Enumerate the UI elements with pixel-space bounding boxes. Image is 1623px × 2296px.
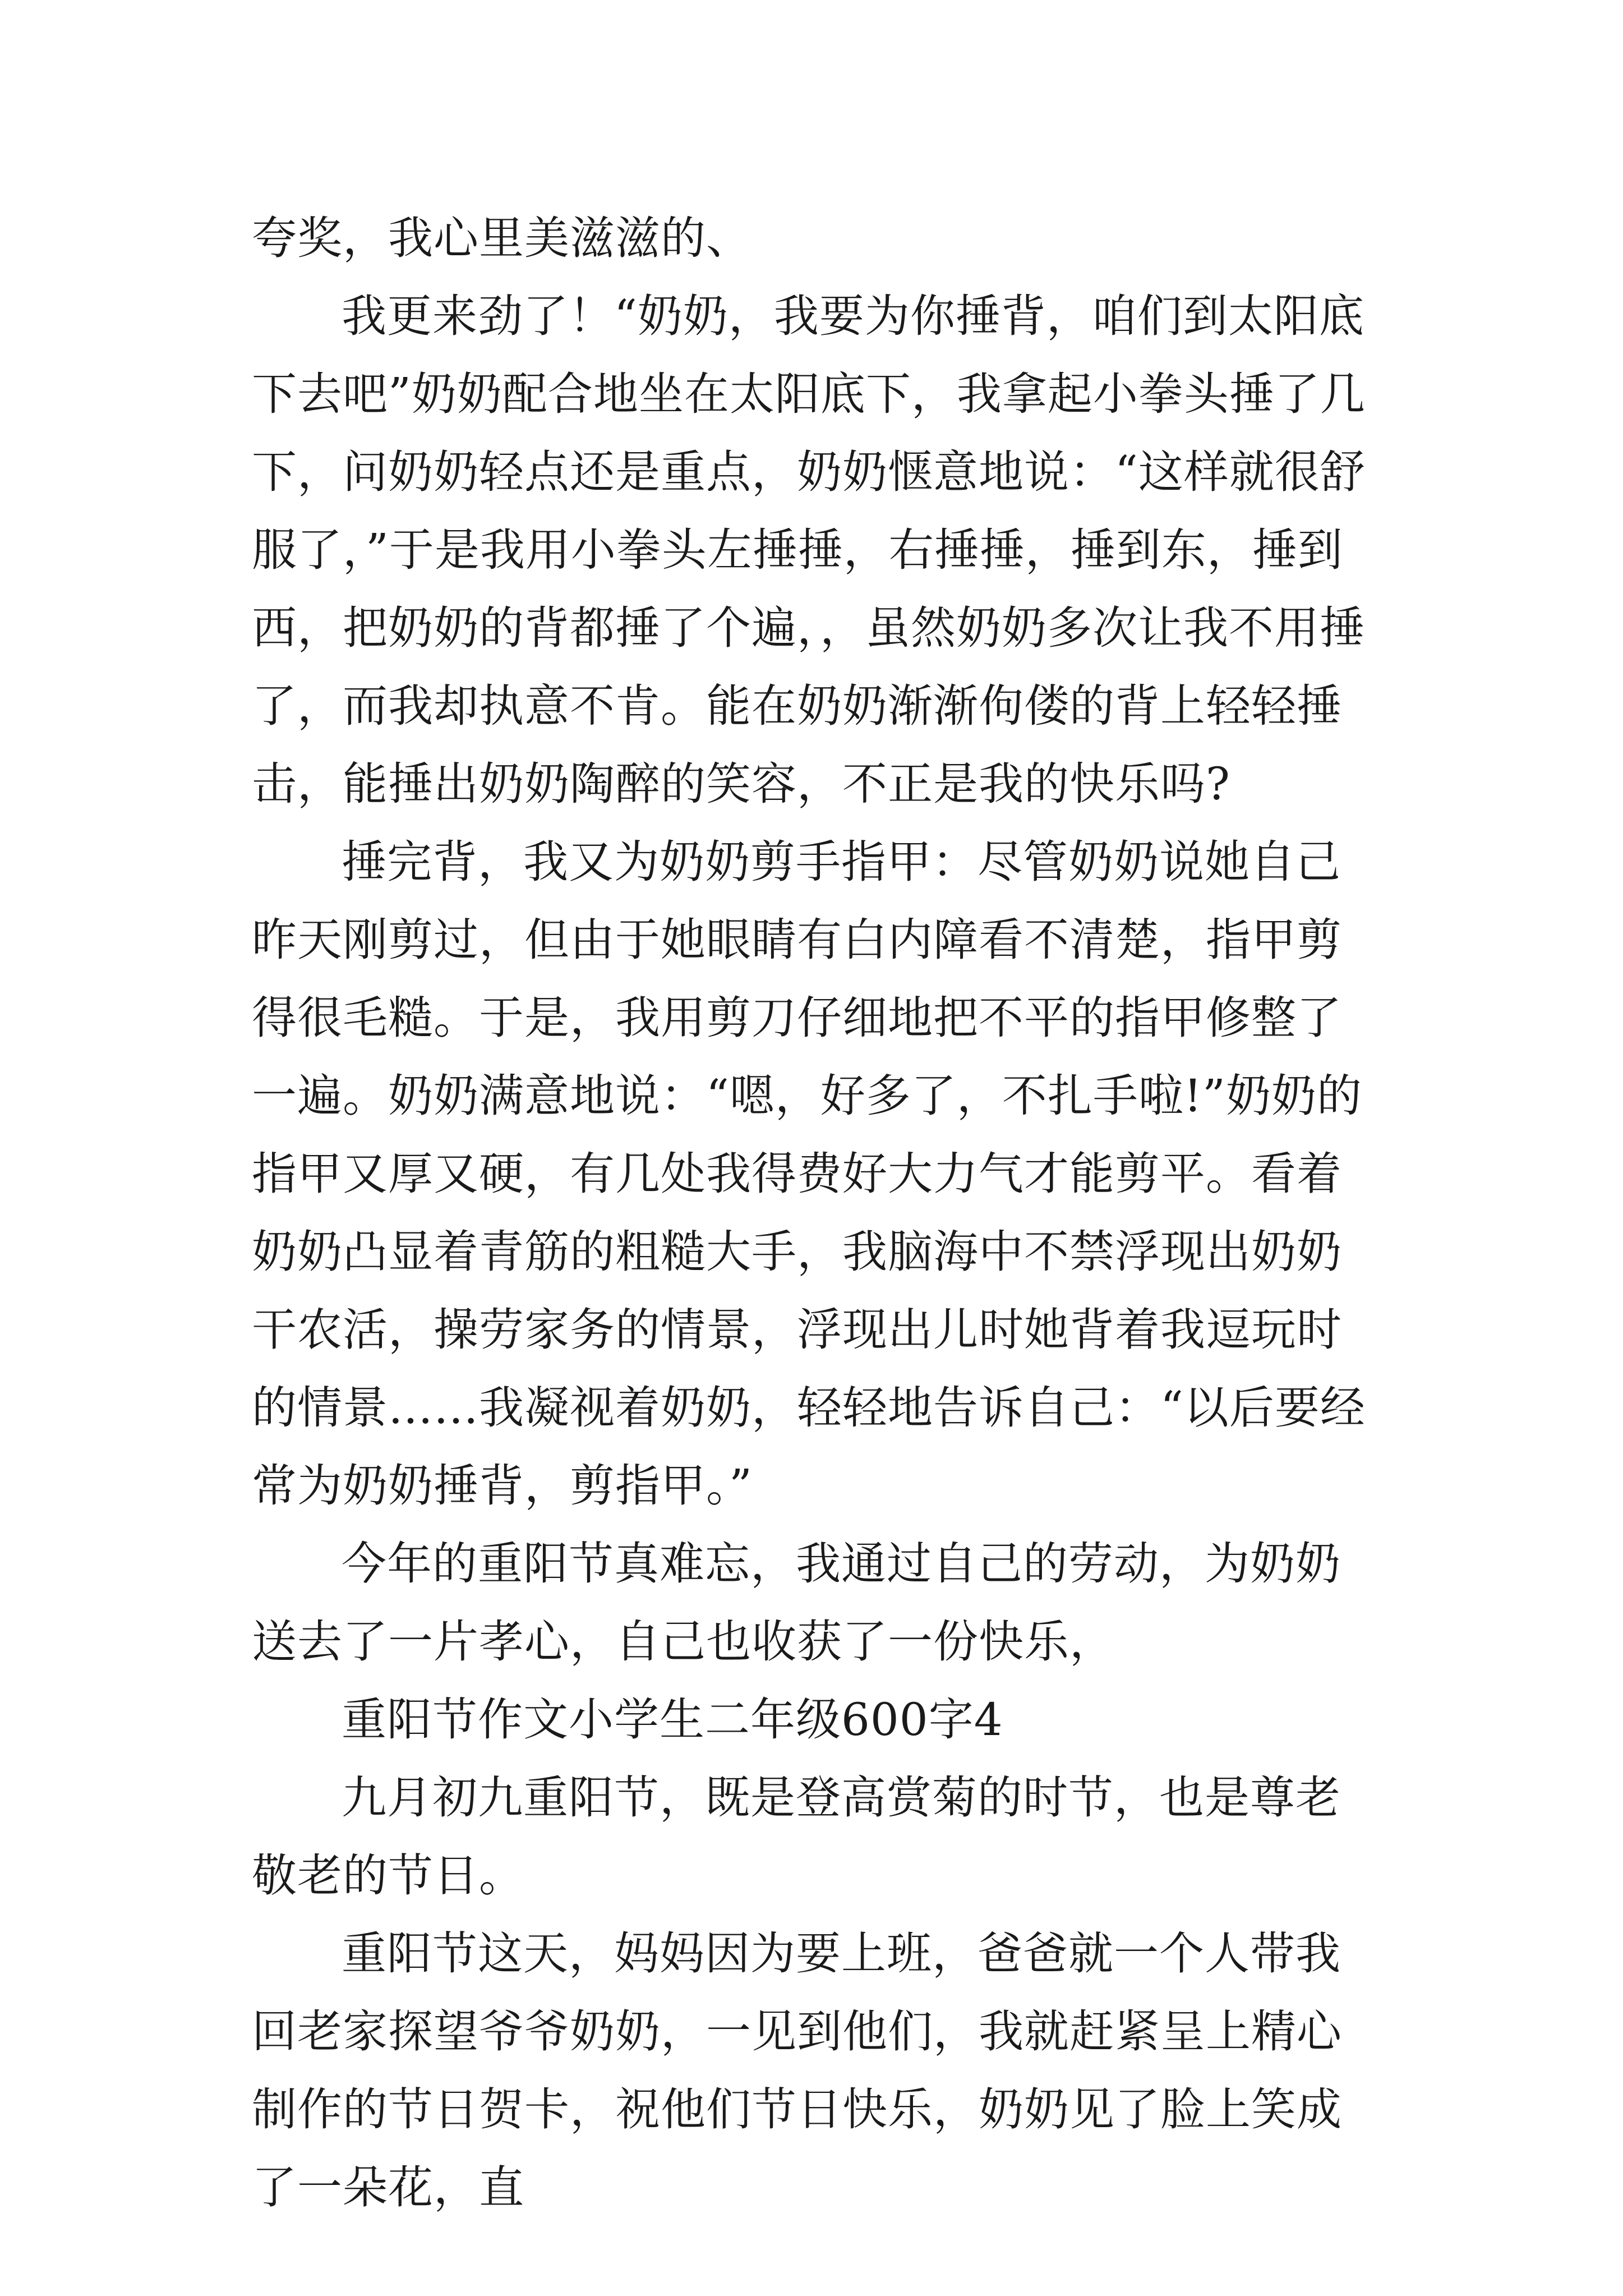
paragraph-1: 夸奖，我心里美滋滋的、 [252, 212, 751, 264]
paragraph-2: 我更来劲了！“奶奶，我要为你捶背，咱们到太阳底下去吧”奶奶配合地坐在太阳底下，我拿起小拳头捶了几下，问奶奶轻点还是重点，奶奶惬意地说：“这样就很舒服了，”于是我用小拳头左捶捶，右捶捶，捶到东，捶到西，把奶奶的背都捶了个遍，，虽然奶奶多次让我不用捶了，而我却执意不肯。能在奶奶渐渐佝偻的背上轻轻捶击，能捶出奶奶陶醉的笑容，不正是我的快乐吗? [252, 290, 1366, 810]
paragraph-4: 今年的重阳节真难忘，我通过自己的劳动，为奶奶送去了一片孝心，自己也收获了一份快乐， [252, 1538, 1341, 1668]
paragraph-5: 九月初九重阳节，既是登高赏菊的时节，也是尊老敬老的节日。 [252, 1772, 1341, 1902]
document-body [252, 199, 1373, 2226]
paragraph-3: 捶完背，我又为奶奶剪手指甲：尽管奶奶说她自己昨天刚剪过，但由于她眼睛有白内障看不清楚，指甲剪得很毛糙。于是，我用剪刀仔细地把不平的指甲修整了一遍。奶奶满意地说：“嗯，好多了，不扎手啦!”奶奶的指甲又厚又硬，有几处我得费好大力气才能剪平。看着奶奶凸显着青筋的粗糙大手，我脑海中不禁浮现出奶奶干农活，操劳家务的情景，浮现出儿时她背着我逗玩时的情景……我凝视着奶奶，轻轻地告诉自己：“以后要经常为奶奶捶背，剪指甲。” [252, 836, 1366, 1512]
paragraph-6: 重阳节这天，妈妈因为要上班，爸爸就一个人带我回老家探望爷爷奶奶，一见到他们，我就赶紧呈上精心制作的节日贺卡，祝他们节日快乐，奶奶见了脸上笑成了一朵花，直 [252, 1927, 1342, 2214]
section-heading: 重阳节作文小学生二年级600字4 [342, 1694, 1003, 1746]
